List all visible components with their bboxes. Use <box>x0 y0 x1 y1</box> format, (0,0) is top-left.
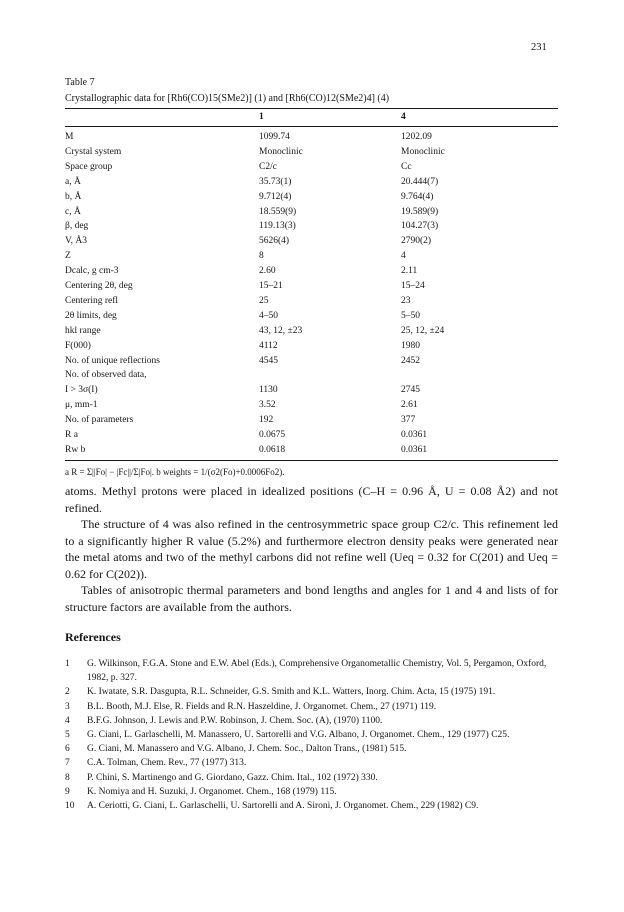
reference-item <box>65 742 558 756</box>
table-cell: 104.27(3) <box>401 221 439 232</box>
table-cell: 5–50 <box>401 310 420 321</box>
table-cell: b, Å <box>65 191 82 202</box>
reference-number: 1 <box>65 659 70 669</box>
table-cell: Cc <box>401 161 412 172</box>
body-text <box>65 483 558 615</box>
table-cell: Dcalc, g cm-3 <box>65 266 119 277</box>
table-header-cell: 4 <box>401 112 406 122</box>
table-cell: Crystal system <box>65 146 122 157</box>
reference-item <box>65 657 558 685</box>
table-cell: 1130 <box>259 385 278 396</box>
table-row <box>65 176 558 189</box>
table-cell: 18.559(9) <box>259 206 297 217</box>
table-row <box>65 414 558 427</box>
reference-item <box>65 756 558 770</box>
table-cell: Centering refl <box>65 295 119 306</box>
table-row <box>65 146 558 159</box>
table-cell: 20.444(7) <box>401 176 439 187</box>
table-cell: 4545 <box>259 355 278 366</box>
page-number: 231 <box>531 42 547 53</box>
table-cell: 8 <box>259 251 264 262</box>
table-cell: c, Å <box>65 206 81 217</box>
reference-item <box>65 700 558 714</box>
table-header-rule <box>65 126 558 127</box>
reference-item <box>65 799 558 813</box>
table-cell: 0.0361 <box>401 430 428 440</box>
table-cell: 15–24 <box>401 281 425 291</box>
reference-number: 7 <box>65 758 70 769</box>
table-cell: 4 <box>401 251 406 262</box>
table-cell: C2/c <box>259 161 277 172</box>
table-cell: 23 <box>401 295 411 306</box>
table-cell: 2790(2) <box>401 236 432 247</box>
reference-text: G. Ciani, M. Manassero and V.G. Albano, J. Chem. Soc., Dalton Trans., (1981) 515. <box>87 744 407 755</box>
reference-text: A. Ceriotti, G. Ciani, L. Garlaschelli, U. Sartorelli and A. Sironi, J. Organomet. Chem., 229 (1982) C9. <box>87 801 479 812</box>
table-row <box>65 325 558 338</box>
table-row <box>65 295 558 308</box>
reference-item <box>65 685 558 699</box>
reference-number: 4 <box>65 715 70 726</box>
table-cell: 1202.09 <box>401 132 432 142</box>
table-row <box>65 429 558 442</box>
table-row <box>65 355 558 368</box>
table-cell: μ, mm-1 <box>65 400 98 411</box>
table-cell: Centering 2θ, deg <box>65 281 133 291</box>
table-header-cell: 1 <box>259 112 264 122</box>
table-cell: 0.0675 <box>259 430 286 440</box>
table-cell: Monoclinic <box>401 146 445 157</box>
reference-text: K. Iwatate, S.R. Dasgupta, R.L. Schneider, G.S. Smith and K.L. Watters, Inorg. Chim. Acta, 15 (1975) 191. <box>87 687 496 698</box>
table-header-row <box>65 111 558 124</box>
table-cell: I > 3σ(I) <box>65 385 98 396</box>
table-row <box>65 235 558 248</box>
table-row <box>65 265 558 278</box>
table-row <box>65 191 558 204</box>
reference-number: 2 <box>65 687 70 698</box>
table-cell: 43, 12, ±23 <box>259 325 303 336</box>
table-cell: 9.764(4) <box>401 191 434 202</box>
table-cell: 19.589(9) <box>401 206 439 217</box>
table-row <box>65 131 558 144</box>
table-cell: Rw b <box>65 444 86 455</box>
table-cell: 15–21 <box>259 281 283 291</box>
table-cell: Monoclinic <box>259 146 303 157</box>
paragraph: Tables of anisotropic thermal parameters and bond lengths and angles for 1 and 4 and lists of for structure factors are available from the authors. <box>65 583 558 614</box>
table-cell: V, Å3 <box>65 236 87 247</box>
table-cell: 2.11 <box>401 266 418 277</box>
table-cell: 9.712(4) <box>259 191 292 202</box>
table-cell: β, deg <box>65 221 89 232</box>
references-heading: References <box>65 630 121 644</box>
paragraph: The structure of 4 was also refined in the centrosymmetric space group C2/c. This refinement led to a significantly higher R value (5.2%) and furthermore electron density peaks were generated near the metal atoms and two of the methyl carbons did not refine well (Ueq = 0.32 for C(201) and Ueq = 0.62 for C(202)). <box>65 517 558 581</box>
table-footnote: a R = Σ||Fo| − |Fc||/Σ|Fo|. b weights = 1/(σ2(Fo)+0.0006Fo2). <box>65 467 285 477</box>
reference-text: G. Ciani, L. Garlaschelli, M. Manassero, U. Sartorelli and V.G. Albano, J. Organomet. Chem., 129 (1977) C25. <box>87 730 510 741</box>
table-row <box>65 310 558 323</box>
table-label: Table 7 <box>65 77 95 88</box>
reference-text: B.L. Booth, M.J. Else, R. Fields and R.N. Haszeldine, J. Organomet. Chem., 27 (1971) 119. <box>87 701 437 712</box>
table-cell: 25 <box>259 295 269 306</box>
table-row <box>65 206 558 219</box>
table-row <box>65 399 558 412</box>
table-row <box>65 161 558 174</box>
reference-text: C.A. Tolman, Chem. Rev., 77 (1977) 313. <box>87 758 247 769</box>
table-cell: No. of parameters <box>65 415 134 426</box>
table-cell: 35.73(1) <box>259 176 292 187</box>
reference-number: 9 <box>65 786 70 797</box>
reference-text: P. Chini, S. Martinengo and G. Giordano, Gazz. Chim. Ital., 102 (1972) 330. <box>87 772 378 783</box>
table-cell: 4–50 <box>259 310 278 321</box>
table-cell: 3.52 <box>259 400 276 411</box>
reference-item <box>65 771 558 785</box>
table-row <box>65 444 558 457</box>
reference-number: 10 <box>65 801 75 812</box>
table-row <box>65 250 558 263</box>
table-cell: 192 <box>259 415 274 426</box>
references-list <box>65 657 558 813</box>
reference-text: K. Nomiya and H. Suzuki, J. Organomet. Chem., 168 (1979) 115. <box>87 786 337 797</box>
table-cell: 2θ limits, deg <box>65 310 117 321</box>
table-cell: 0.0618 <box>259 444 286 455</box>
table-cell: No. of unique reflections <box>65 355 160 366</box>
table-cell: M <box>65 132 74 142</box>
table-row <box>65 340 558 353</box>
table-caption: Crystallographic data for [Rh6(CO)15(SMe2)] (1) and [Rh6(CO)12(SMe2)4] (4) <box>65 93 390 104</box>
paragraph: atoms. Methyl protons were placed in idealized positions (C–H = 0.96 Å, U = 0.08 Å2) and not refined. <box>65 484 558 515</box>
reference-item <box>65 714 558 728</box>
reference-number: 6 <box>65 744 70 755</box>
reference-item <box>65 785 558 799</box>
table-cell: 0.0361 <box>401 444 428 455</box>
reference-number: 8 <box>65 772 70 783</box>
table-top-rule <box>65 108 558 109</box>
table-row <box>65 384 558 397</box>
table-cell: a, Å <box>65 176 81 187</box>
table-cell: F(000) <box>65 340 91 351</box>
table-cell: No. of observed data, <box>65 370 147 381</box>
table-cell: 2.60 <box>259 266 276 277</box>
table-bottom-rule <box>65 460 558 461</box>
table-cell: 25, 12, ±24 <box>401 325 445 336</box>
table-row <box>65 280 558 293</box>
table-cell: 377 <box>401 415 416 426</box>
table-cell: 2745 <box>401 385 420 396</box>
table-cell: 1980 <box>401 340 420 351</box>
table-cell: 119.13(3) <box>259 221 296 232</box>
table-cell: 2452 <box>401 355 420 366</box>
table-row <box>65 369 558 382</box>
table-cell: Space group <box>65 161 113 172</box>
table-cell: 5626(4) <box>259 236 290 247</box>
table-cell: 4112 <box>259 340 278 351</box>
table-cell: 1099.74 <box>259 132 290 142</box>
table-cell: Z <box>65 251 71 262</box>
table-cell: R a <box>65 430 78 440</box>
table-row <box>65 220 558 233</box>
reference-item <box>65 728 558 742</box>
reference-text: B.F.G. Johnson, J. Lewis and P.W. Robinson, J. Chem. Soc. (A), (1970) 1100. <box>87 715 383 726</box>
table-cell: hkl range <box>65 325 101 336</box>
reference-number: 5 <box>65 730 70 741</box>
reference-text: G. Wilkinson, F.G.A. Stone and E.W. Abel (Eds.), Comprehensive Organometallic Chemistry, Vol. 5, Pergamon, Oxford, 1982, p. 327. <box>87 659 547 684</box>
table-cell: 2.61 <box>401 400 418 411</box>
reference-number: 3 <box>65 701 70 712</box>
